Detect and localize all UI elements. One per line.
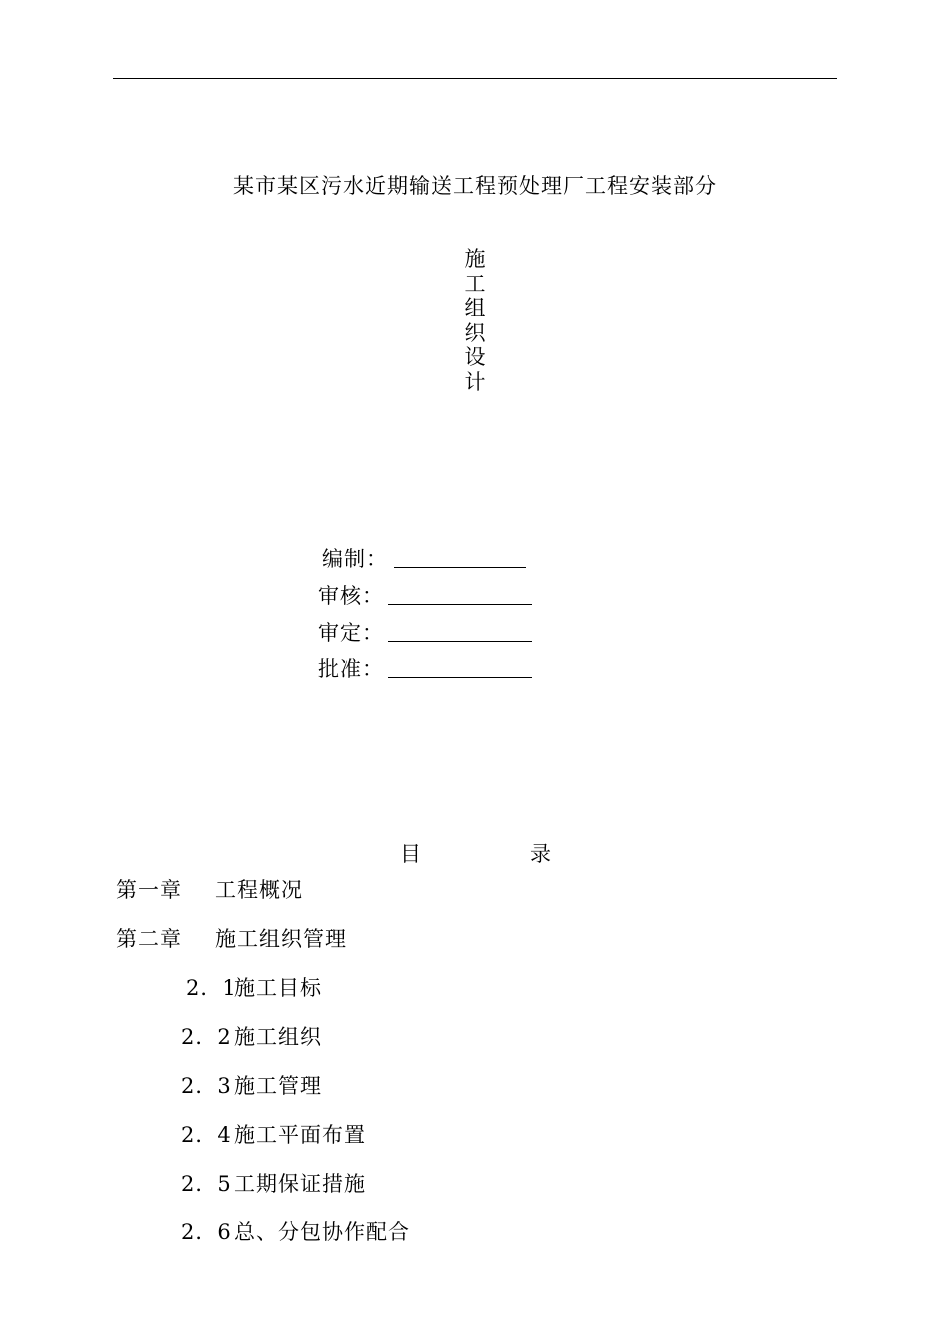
toc-chapter[interactable]	[116, 923, 347, 953]
signature-row-approved	[318, 653, 384, 683]
signature-label: 编制：	[322, 547, 388, 571]
signature-label: 审定：	[318, 621, 384, 645]
toc-section-title: 工期保证措施	[234, 1172, 366, 1196]
signature-row-compiled	[322, 543, 388, 573]
vertical-title-char: 工	[464, 271, 486, 296]
signature-label: 批准：	[318, 657, 384, 681]
header-rule	[113, 78, 837, 79]
toc-title-left: 目	[400, 842, 421, 866]
vertical-title-char: 计	[464, 369, 486, 394]
toc-section-title: 施工组织	[234, 1025, 322, 1049]
vertical-title-char: 设	[464, 345, 486, 369]
toc-chapter-title: 施工组织管理	[215, 927, 347, 951]
vertical-title-char: 施	[464, 247, 486, 271]
toc-section-title: 施工管理	[234, 1074, 322, 1098]
toc-section[interactable]	[181, 1070, 322, 1100]
toc-section-number: 2．2	[181, 1025, 232, 1049]
signature-line	[388, 677, 532, 678]
toc-section[interactable]	[181, 1168, 366, 1198]
toc-section-number: 2．3	[181, 1074, 232, 1098]
toc-chapter[interactable]	[116, 874, 303, 904]
toc-section-title: 施工目标	[234, 976, 322, 1000]
toc-chapter-number: 第一章	[116, 878, 182, 902]
toc-section-number: 2．6	[181, 1220, 232, 1244]
vertical-title-char: 织	[464, 320, 486, 345]
signature-line	[388, 604, 532, 605]
toc-section-number: 2．1	[186, 976, 237, 1000]
toc-section[interactable]	[186, 972, 322, 1002]
toc-section[interactable]	[181, 1021, 322, 1051]
signature-row-reviewed	[318, 580, 384, 610]
document-title: 某市某区污水近期输送工程预处理厂工程安装部分	[233, 174, 717, 198]
toc-section[interactable]	[181, 1119, 366, 1149]
toc-section-title: 施工平面布置	[234, 1123, 366, 1147]
toc-section-title: 总、分包协作配合	[234, 1220, 410, 1244]
toc-title-right: 录	[530, 842, 551, 866]
toc-section-number: 2．4	[181, 1123, 232, 1147]
vertical-title-char: 组	[464, 296, 486, 320]
vertical-title	[462, 247, 488, 394]
signature-label: 审核：	[318, 584, 384, 608]
signature-line	[388, 641, 532, 642]
toc-section-number: 2．5	[181, 1172, 232, 1196]
toc-chapter-number: 第二章	[116, 927, 182, 951]
toc-chapter-title: 工程概况	[215, 878, 303, 902]
toc-section[interactable]	[181, 1216, 410, 1246]
signature-line	[394, 567, 526, 568]
signature-row-verified	[318, 617, 384, 647]
